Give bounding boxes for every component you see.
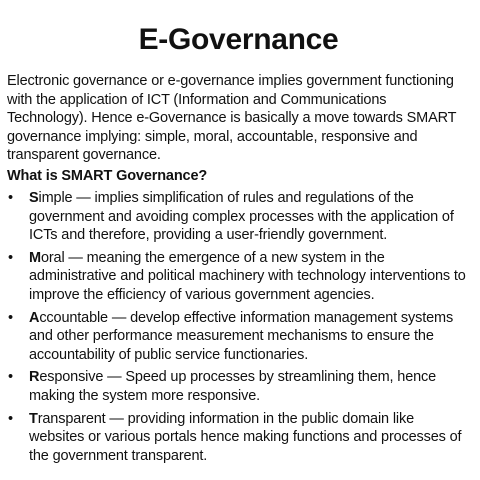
bullet-icon: •: [8, 369, 13, 386]
item-initial: A: [29, 309, 40, 326]
list-item-accountable: [7, 309, 470, 365]
item-initial: R: [29, 369, 40, 386]
item-initial: S: [29, 189, 39, 206]
item-text: esponsive — Speed up processes by streamlining them, hence making the system more responsive.: [29, 369, 437, 404]
page-title: E-Governance: [138, 23, 339, 56]
item-text: oral — meaning the emergence of a new system in the administrative and political machinery with technology interventions to improve the efficiency of various government agencies.: [29, 249, 466, 303]
bullet-icon: •: [8, 249, 13, 266]
list-item-transparent: [7, 410, 470, 466]
item-text: ccountable — develop effective information management systems and other performance measurement mechanisms to ensure the accountability of public service functionaries.: [29, 309, 454, 363]
item-initial: T: [29, 410, 38, 427]
list-item-moral: [7, 249, 470, 305]
bullet-icon: •: [8, 410, 13, 427]
bullet-icon: •: [8, 189, 13, 206]
item-text: ransparent — providing information in the public domain like websites or various portals hence making functions and processes of the government transparent.: [29, 410, 462, 464]
item-initial: M: [29, 249, 41, 266]
intro-paragraph: Electronic governance or e-governance implies government functioning with the application of ICT (Information and Communications Technology). Hence e-Governance is basically a move towards SMART governance implying: simple, moral, accountable, responsive and transparent governance.: [7, 73, 457, 164]
bullet-icon: •: [8, 309, 13, 326]
list-item-responsive: [7, 368, 470, 405]
smart-list: [7, 189, 470, 465]
list-item-simple: [7, 189, 470, 245]
item-text: imple — implies simplification of rules and regulations of the government and avoiding complex processes with the application of ICTs and therefore, providing a user-friendly government.: [29, 189, 454, 244]
section-heading: What is SMART Governance?: [7, 167, 208, 184]
